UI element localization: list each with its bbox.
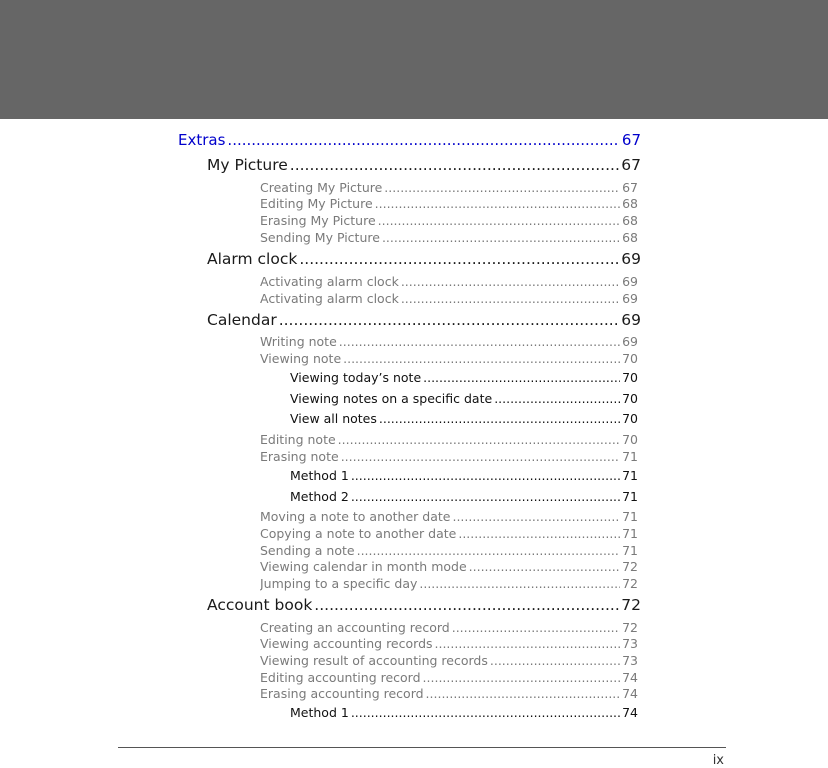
toc-entry-label: Calendar (207, 311, 277, 329)
toc-entry-viewing-accounting-records[interactable] (260, 636, 638, 651)
toc-entry-label: Viewing today’s note (290, 370, 422, 385)
toc-entry-page: 71 (622, 526, 638, 541)
toc-entry-page: 71 (622, 489, 638, 504)
toc-entry-creating-my-picture[interactable] (260, 180, 638, 195)
toc-entry-label: Creating an accounting record (260, 620, 450, 635)
toc-entry-page: 69 (622, 274, 638, 289)
toc-entry-label: Copying a note to another date (260, 526, 457, 541)
toc-leader-dots (227, 131, 619, 149)
toc-entry-label: Editing note (260, 432, 336, 447)
toc-entry-label: Extras (178, 131, 226, 149)
toc-entry-page: 71 (622, 468, 638, 483)
toc-entry-sending-note[interactable] (260, 543, 638, 558)
toc-leader-dots (351, 705, 620, 720)
toc-leader-dots (299, 250, 619, 268)
toc-entry-label: Editing My Picture (260, 196, 373, 211)
toc-entry-my-picture[interactable] (207, 156, 641, 174)
toc-leader-dots (341, 449, 620, 464)
toc-entry-label: Jumping to a specific day (260, 576, 418, 591)
toc-leader-dots (401, 274, 620, 289)
toc-entry-view-all-notes[interactable] (290, 411, 638, 426)
toc-entry-page: 70 (622, 432, 638, 447)
toc-entry-page: 70 (622, 391, 638, 406)
toc-entry-erasing-my-picture[interactable] (260, 213, 638, 228)
toc-entry-page: 70 (622, 411, 638, 426)
toc-entry-alarm-clock[interactable] (207, 250, 641, 268)
toc-entry-page: 74 (622, 705, 638, 720)
toc-entry-page: 70 (622, 351, 638, 366)
toc-leader-dots (494, 391, 620, 406)
toc-entry-label: Method 2 (290, 489, 349, 504)
toc-entry-label: Editing accounting record (260, 670, 421, 685)
toc-entry-page: 69 (621, 311, 641, 329)
toc-entry-label: Erasing My Picture (260, 213, 376, 228)
toc-entry-writing-note[interactable] (260, 334, 638, 349)
toc-leader-dots (452, 620, 620, 635)
toc-leader-dots (375, 196, 620, 211)
toc-entry-viewing-note[interactable] (260, 351, 638, 366)
toc-entry-label: Sending a note (260, 543, 355, 558)
toc-entry-page: 69 (622, 291, 638, 306)
toc-entry-page: 69 (621, 250, 641, 268)
toc-entry-label: Activating alarm clock (260, 274, 399, 289)
toc-entry-viewing-result-accounting[interactable] (260, 653, 638, 668)
toc-entry-label: My Picture (207, 156, 288, 174)
toc-leader-dots (469, 559, 620, 574)
toc-entry-page: 71 (622, 543, 638, 558)
toc-entry-page: 72 (622, 559, 638, 574)
toc-entry-method-2[interactable] (290, 489, 638, 504)
toc-leader-dots (378, 213, 620, 228)
toc-leader-dots (290, 156, 619, 174)
toc-entry-label: Method 1 (290, 705, 349, 720)
toc-entry-moving-note[interactable] (260, 509, 638, 524)
toc-entry-label: View all notes (290, 411, 377, 426)
toc-leader-dots (435, 636, 621, 651)
toc-leader-dots (423, 670, 621, 685)
toc-leader-dots (357, 543, 621, 558)
toc-entry-editing-accounting-record[interactable] (260, 670, 638, 685)
toc-leader-dots (343, 351, 620, 366)
toc-leader-dots (351, 489, 620, 504)
page-number: ix (712, 753, 724, 768)
toc-entry-label: Method 1 (290, 468, 349, 483)
toc-entry-activating-alarm-clock[interactable] (260, 274, 638, 289)
toc-entry-jumping-specific-day[interactable] (260, 576, 638, 591)
toc-entry-method-1[interactable] (290, 705, 638, 720)
toc-leader-dots (452, 509, 620, 524)
toc-entry-page: 72 (621, 596, 641, 614)
toc-entry-label: Activating alarm clock (260, 291, 399, 306)
footer-rule (118, 747, 726, 748)
toc-entry-page: 71 (622, 509, 638, 524)
toc-entry-method-1[interactable] (290, 468, 638, 483)
toc-entry-page: 67 (622, 180, 638, 195)
toc-leader-dots (351, 468, 620, 483)
toc-leader-dots (338, 432, 620, 447)
toc-leader-dots (339, 334, 620, 349)
toc-entry-page: 69 (622, 334, 638, 349)
toc-entry-creating-accounting-record[interactable] (260, 620, 638, 635)
toc-entry-sending-my-picture[interactable] (260, 230, 638, 245)
toc-leader-dots (419, 576, 620, 591)
toc-entry-page: 68 (622, 230, 638, 245)
toc-entry-label: Viewing calendar in month mode (260, 559, 467, 574)
toc-entry-erasing-accounting-record[interactable] (260, 686, 638, 701)
toc-entry-label: Viewing notes on a specific date (290, 391, 493, 406)
toc-entry-page: 74 (622, 686, 638, 701)
toc-entry-account-book[interactable] (207, 596, 641, 614)
toc-entry-page: 71 (622, 449, 638, 464)
toc-entry-label: Creating My Picture (260, 180, 383, 195)
toc-entry-label: Erasing note (260, 449, 339, 464)
toc-entry-calendar[interactable] (207, 311, 641, 329)
toc-leader-dots (379, 411, 620, 426)
toc-entry-label: Viewing result of accounting records (260, 653, 488, 668)
toc-entry-erasing-note[interactable] (260, 449, 638, 464)
toc-entry-extras[interactable] (178, 131, 641, 149)
toc-leader-dots (426, 686, 621, 701)
toc-entry-label: Writing note (260, 334, 337, 349)
toc-leader-dots (314, 596, 619, 614)
toc-entry-label: Viewing accounting records (260, 636, 433, 651)
toc-entry-label: Moving a note to another date (260, 509, 451, 524)
toc-entry-page: 67 (621, 156, 641, 174)
toc-entry-page: 73 (622, 636, 638, 651)
toc-entry-editing-note[interactable] (260, 432, 638, 447)
toc-entry-copying-note[interactable] (260, 526, 638, 541)
toc-entry-page: 67 (621, 131, 641, 149)
toc-leader-dots (384, 180, 620, 195)
toc-entry-page: 68 (622, 213, 638, 228)
toc-entry-page: 73 (622, 653, 638, 668)
toc-leader-dots (382, 230, 620, 245)
toc-entry-editing-my-picture[interactable] (260, 196, 638, 211)
toc-entry-label: Viewing note (260, 351, 342, 366)
toc-entry-page: 68 (622, 196, 638, 211)
toc-entry-label: Sending My Picture (260, 230, 380, 245)
toc-leader-dots (401, 291, 620, 306)
toc-entry-page: 74 (622, 670, 638, 685)
toc-entry-viewing-todays-note[interactable] (290, 370, 638, 385)
toc-leader-dots (279, 311, 620, 329)
toc-entry-viewing-notes-specific-date[interactable] (290, 391, 638, 406)
toc-entry-page: 72 (622, 576, 638, 591)
toc-entry-label: Erasing accounting record (260, 686, 424, 701)
toc-leader-dots (490, 653, 620, 668)
toc-entry-viewing-calendar-month[interactable] (260, 559, 638, 574)
toc-leader-dots (458, 526, 620, 541)
toc-entry-label: Account book (207, 596, 313, 614)
toc-leader-dots (423, 370, 620, 385)
toc-entry-activating-alarm-clock[interactable] (260, 291, 638, 306)
toc-entry-page: 70 (622, 370, 638, 385)
toc-entry-label: Alarm clock (207, 250, 298, 268)
toc-entry-page: 72 (622, 620, 638, 635)
